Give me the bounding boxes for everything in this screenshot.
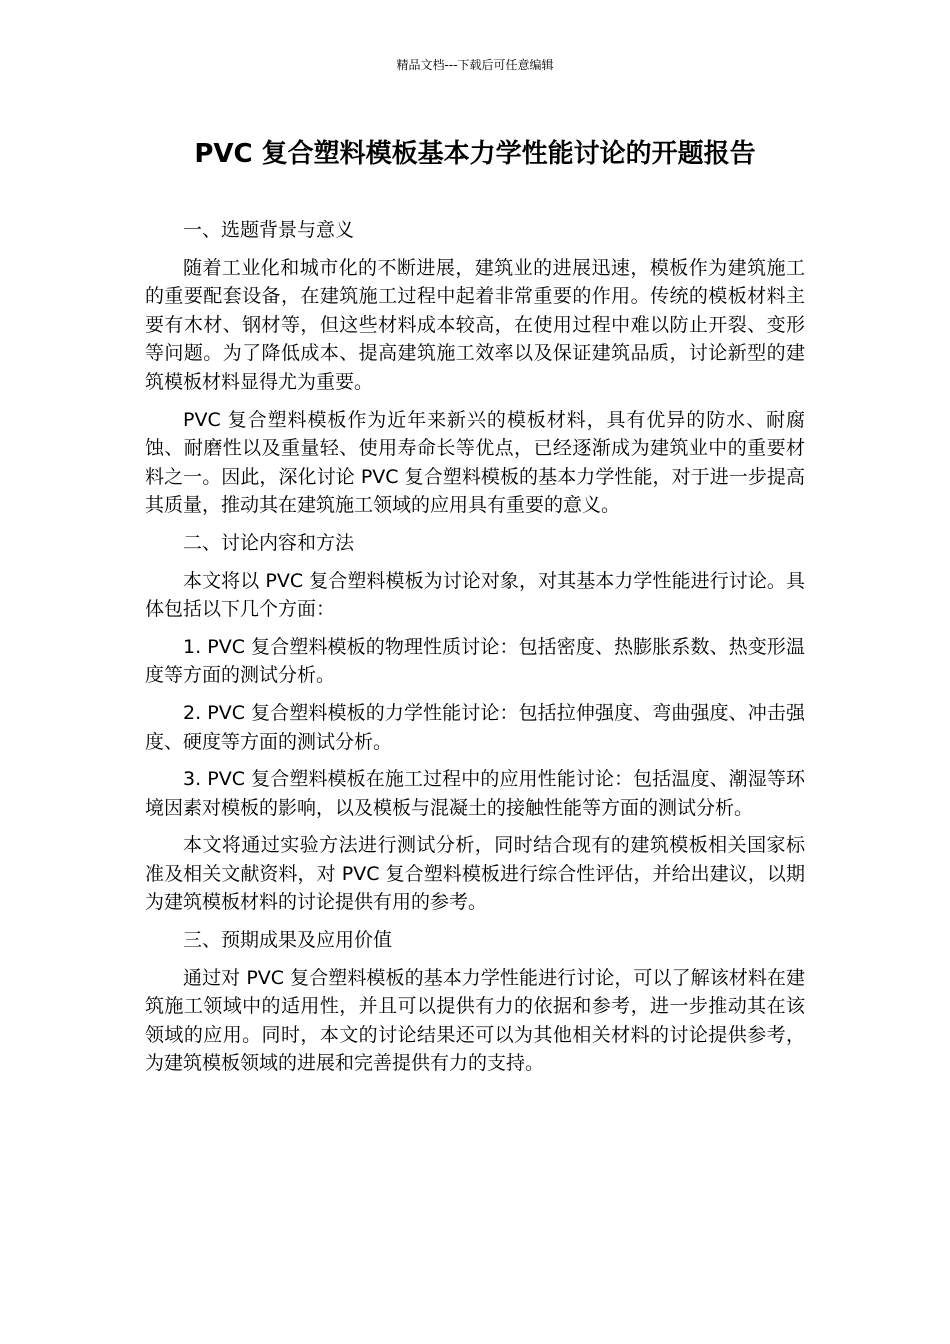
list-item: 2. PVC 复合塑料模板的力学性能讨论：包括拉伸强度、弯曲强度、冲击强度、硬度等方面的测试分析。 [145, 701, 805, 753]
document-title: PVC 复合塑料模板基本力学性能讨论的开题报告 [194, 139, 756, 169]
document-body [145, 216, 805, 1087]
body-paragraph: 随着工业化和城市化的不断进展，建筑业的进展迅速，模板作为建筑施工的重要配套设备，在建筑施工过程中起着非常重要的作用。传统的模板材料主要有木材、钢材等，但这些材料成本较高，在使用过程中难以防止开裂、变形等问题。为了降低成本、提高建筑施工效率以及保证建筑品质，讨论新型的建筑模板材料显得尤为重要。 [145, 256, 805, 393]
body-paragraph: PVC 复合塑料模板作为近年来新兴的模板材料，具有优异的防水、耐腐蚀、耐磨性以及重量轻、使用寿命长等优点，已经逐渐成为建筑业中的重要材料之一。因此，深化讨论 PVC 复合塑料模板的基本力学性能，对于进一步提高其质量，推动其在建筑施工领域的应用具有重要的意义。 [145, 408, 805, 517]
section-heading: 二、讨论内容和方法 [183, 531, 355, 554]
body-paragraph: 本文将通过实验方法进行测试分析，同时结合现有的建筑模板相关国家标准及相关文献资料，对 PVC 复合塑料模板进行综合性评估，并给出建议，以期为建筑模板材料的讨论提供有用的参考。 [145, 834, 805, 914]
section-heading: 三、预期成果及应用价值 [183, 929, 393, 952]
header-note: 精品文档---下载后可任意编辑 [396, 58, 554, 72]
list-item: 1. PVC 复合塑料模板的物理性质讨论：包括密度、热膨胀系数、热变形温度等方面的测试分析。 [145, 635, 805, 687]
list-item: 3. PVC 复合塑料模板在施工过程中的应用性能讨论：包括温度、潮湿等环境因素对模板的影响，以及模板与混凝土的接触性能等方面的测试分析。 [145, 768, 805, 819]
body-paragraph: 本文将以 PVC 复合塑料模板为讨论对象，对其基本力学性能进行讨论。具体包括以下几个方面： [145, 569, 805, 621]
body-paragraph: 通过对 PVC 复合塑料模板的基本力学性能进行讨论，可以了解该材料在建筑施工领域中的适用性，并且可以提供有力的依据和参考，进一步推动其在该领域的应用。同时，本文的讨论结果还可以为其他相关材料的讨论提供参考，为建筑模板领域的进展和完善提供有力的支持。 [145, 966, 805, 1075]
section-heading: 一、选题背景与意义 [183, 219, 355, 241]
